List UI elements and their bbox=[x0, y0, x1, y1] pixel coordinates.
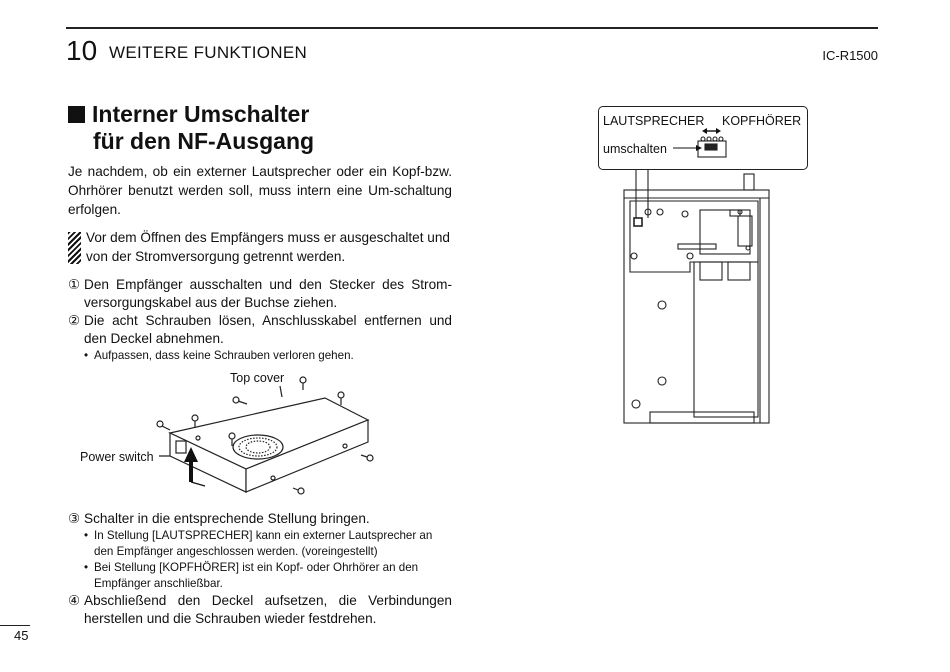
chapter-number: 10 bbox=[66, 35, 98, 66]
section-title bbox=[68, 101, 314, 155]
step-text: Abschließend den Deckel aufsetzen, die Verbindungen herstellen und die Schrauben wieder festdrehen. bbox=[84, 593, 452, 626]
step-2 bbox=[68, 312, 452, 348]
step-4 bbox=[68, 592, 452, 628]
step-2-bullet: • Aufpassen, dass keine Schrauben verloren gehen. bbox=[68, 348, 452, 364]
intro-paragraph: Je nachdem, ob ein externer Lautsprecher oder ein Kopf-bzw. Ohrhörer benutzt werden soll, muss intern eine Um-schaltung erfolgen. bbox=[68, 164, 452, 217]
model-name: IC-R1500 bbox=[822, 48, 878, 63]
step-number: ④ bbox=[68, 593, 81, 608]
step-text: Den Empfänger ausschalten und den Stecker des Strom-versorgungskabel aus der Buchse ziehen. bbox=[84, 277, 452, 310]
switch-label: umschalten bbox=[603, 142, 667, 156]
square-bullet-icon bbox=[68, 106, 85, 123]
headphone-label: KOPFHÖRER bbox=[722, 114, 802, 128]
power-switch-label: Power switch bbox=[80, 450, 154, 464]
warning-hatch-icon bbox=[68, 232, 81, 264]
steps-group-1 bbox=[68, 276, 452, 364]
chapter-title: WEITERE FUNKTIONEN bbox=[109, 43, 308, 62]
step-3-bullet-2: • Bei Stellung [KOPFHÖRER] ist ein Kopf- oder Ohrhörer an den Empfänger anschließbar. bbox=[68, 560, 452, 592]
step-3 bbox=[68, 510, 452, 528]
top-cover-label: Top cover bbox=[230, 371, 285, 385]
page-number: 45 bbox=[14, 628, 29, 643]
step-number: ③ bbox=[68, 511, 81, 526]
step-3-bullet-1: • In Stellung [LAUTSPRECHER] kann ein externer Lautsprecher an den Empfänger angeschlossen werden. (voreingestellt) bbox=[68, 528, 452, 560]
warning-note bbox=[68, 228, 452, 266]
warning-text: Vor dem Öffnen des Empfängers muss er ausgeschaltet und von der Stromversorgung getrennt werden. bbox=[86, 230, 450, 264]
step-number: ① bbox=[68, 277, 81, 292]
step-text: Die acht Schrauben lösen, Anschlusskabel entfernen und den Deckel abnehmen. bbox=[84, 313, 452, 346]
step-1 bbox=[68, 276, 452, 312]
section-title-line1: Interner Umschalter bbox=[92, 101, 310, 127]
speaker-label: LAUTSPRECHER bbox=[603, 114, 705, 128]
steps-group-2 bbox=[68, 510, 452, 628]
page-number-rule bbox=[0, 625, 30, 626]
header-rule bbox=[66, 27, 878, 29]
section-title-line2: für den NF-Ausgang bbox=[93, 128, 315, 154]
step-number: ② bbox=[68, 313, 81, 328]
step-text: Schalter in die entsprechende Stellung bringen. bbox=[84, 511, 370, 526]
